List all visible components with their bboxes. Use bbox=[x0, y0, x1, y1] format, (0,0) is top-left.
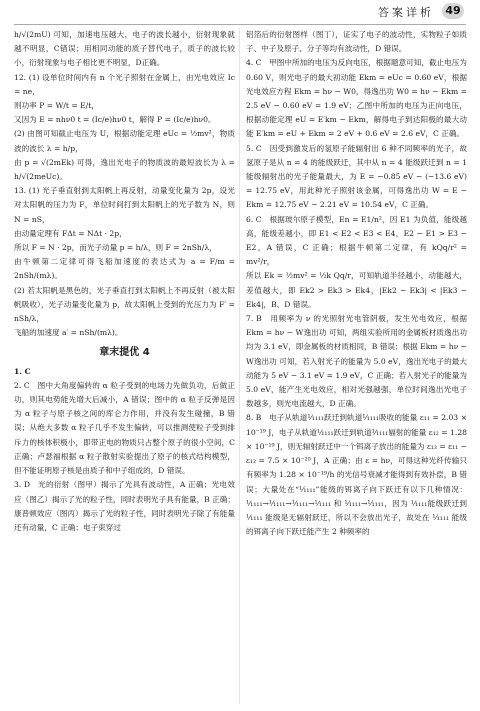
paragraph: 1. C bbox=[14, 366, 31, 376]
paragraph: 又因为 E = nhν0 t = (Ic/e)hν0 t，解得 P = (Ic/e)hν0。 bbox=[14, 115, 216, 125]
paragraph: 2. C 图中大角度偏转的 α 粒子受到的电场力先做负功，后做正功，则其电势能先增大后减小，A 错误；图中的 α 粒子反弹是因为 α 粒子与原子核之间的库仑力作用，并没有发生碰撞，B 错误；从绝大多数 α 粒子几乎不发生偏转，可以推测使粒子受到排斥力的核体积极小，即带正电的物质只占整个原子的很小空间，C 正确；卢瑟福根据 α 粒子散射实验提出了原子的核式结构模型，但不能证明原子核是由质子和中子组成的，D 错误。 bbox=[14, 380, 235, 476]
header-title: 答案详析 bbox=[378, 6, 434, 19]
paragraph: 13. (1) 光子垂直射到太阳帆上再反射，动量变化量为 2p，设光对太阳帆的压力为 F，单位时间打到太阳帆上的光子数为 N，则 N = nS， bbox=[14, 186, 235, 224]
header-rule bbox=[14, 24, 466, 25]
paragraph: 6. C 根据玻尔原子模型，En = E1/n²，因 E1 为负值，能级越高，能级差越小，即 E1 < E2 < E3 < E4，E2 − E1 > E3 − E2，A 错误，C 正确；根据牛顿第二定律，有 kQq/r² = mv²/r， bbox=[246, 214, 467, 267]
left-column bbox=[14, 28, 235, 706]
paragraph: 则功率 P = W/t = E/t， bbox=[14, 101, 99, 111]
paragraph: 由 p = √(2mEk) 可得，逸出光电子的物质波的最短波长为 λ = h/√(2meUc)。 bbox=[14, 157, 235, 182]
paragraph: 3. D 光的衍射（图甲）揭示了光具有波动性，A 正确；光电效应（图乙）揭示了光的粒子性，同时表明光子具有能量，B 正确；康普顿效应（图丙）揭示了光的粒子性，同时表明光子除了有能量还有动量，C 正确；电子束穿过 bbox=[14, 480, 235, 532]
section-heading: 章末提优 4 bbox=[99, 347, 150, 359]
paragraph: (2) 若太阳帆是黑色的，光子垂直打到太阳帆上不再反射（被太阳帆吸收），光子动量变化量为 p，故太阳帆上受到的光压力为 F′ = nSh/λ， bbox=[14, 285, 235, 324]
paragraph: 8. B 电子从轨道¹⁄₁₁₁₁跃迁到轨道¹⁄₁₁₁₁吸收的能量 ε₁₁ = 2.03 × 10⁻¹⁹ J，电子从轨道¹⁄₁₁₁₁跃迁到轨道¹⁄₁₁₁₁辐射的能量 ε₁₂ = 1.28 × 10⁻¹⁹ J，则无辐射跃迁中一个铒离子放出的能量为 ε₁₃ = ε₁₁ − ε₁₂ = 7.5 × 10⁻²⁰ J，A 正确；由 ε = hν，可得这种光纤传输只有频率为 1.28 × 10⁻¹⁹/h 的光信号衰减才能得到有效补偿，B 错误；大量处在“¹⁄₁₁₁₁”能级的铒离子向下跃迁有以下几种情况：¹⁄₁₁₁₁→¹⁄₁₁₁₁→¹⁄₁₁₁₁→¹⁄₁₁₁₁ 和 ¹⁄₁₁₁₁→¹⁄₁₁₁₁，因为 ¹⁄₁₁₁₁能级跃迁到 ¹⁄₁₁₁₁ 能级是无辐射跃迁，所以不会放出光子，故处在 ¹⁄₁₁₁₁ 能级的铒离子向下跃迁能产生 2 种频率的 bbox=[246, 413, 467, 537]
column-divider bbox=[239, 28, 240, 704]
right-column bbox=[246, 28, 467, 706]
paragraph: 12. (1) 设单位时间内有 n 个光子照射在金属上，由光电效应 Ic = ne， bbox=[14, 72, 235, 96]
paragraph: 飞船的加速度 a′ = nSh/(mλ)。 bbox=[14, 328, 123, 338]
paragraph: 所以 Ek = ½mv² = ½k Qq/r，可知轨道半径越小，动能越大，差值越大，即 Ek2 > Ek3 > Ek4，|Ek2 − Ek3| < |Ek3 − Ek4|，B、D 错误。 bbox=[246, 271, 467, 309]
paragraph: 由牛顿第二定律可得飞船加速度的表达式为 a = F/m = 2nSh/(mλ)。 bbox=[14, 257, 235, 281]
paragraph: 所以 F = N · 2p，而光子动量 p = h/λ，则 F = 2nSh/λ， bbox=[14, 243, 217, 253]
paragraph: 7. B 用频率为 ν 的光照射光电管阴极，发生光电效应，根据 Ekm = hν − W逸出功 可知，两组实验所用的金属板材质逸出功均为 3.1 eV，即金属板的材质相同，B 错误；根据 Ekm = hν − W逸出功 可知，若入射光子的能量为 5.0 eV，逸出光电子的最大动能为 5 eV − 3.1 eV = 1.9 eV，C 正确；若入射光子的能量为 5.0 eV，能产生光电效应，相对光强越强，单位时间逸出光电子数越多，则光电流越大，D 正确。 bbox=[246, 314, 467, 409]
paragraph: 铝箔后的衍射图样（图丁），证实了电子的波动性，实物粒子如质子、中子及原子、分子等均有波动性，D 错误。 bbox=[246, 30, 467, 54]
paragraph: (2) 由图可知截止电压为 U，根据动能定理 eUc = ½mv²，物质波的波长 λ = h/p， bbox=[14, 129, 235, 153]
page-number: 49 bbox=[442, 3, 464, 19]
paragraph: 4. C 甲图中所加的电压为反向电压，根据题意可知，截止电压为 0.60 V，则光电子的最大初动能 Ekm = eUc = 0.60 eV，根据光电效应方程 Ekm = hν − W0，得逸出功 W0 = hν − Ekm = 2.5 eV − 0.60 eV = 1.9 eV；乙图中所加的电压为正向电压，根据动能定理 eU = E′km − Ekm，解得电子到达阳极的最大动能 E′km = eU + Ekm = 2 eV + 0.6 eV = 2.6 eV，C 正确。 bbox=[246, 58, 467, 139]
paragraph: 由动量定理有 FΔt = NΔt · 2p， bbox=[14, 228, 127, 238]
paragraph: h/√(2mU) 可知，加速电压越大，电子的波长越小，衍射现象就越不明显，C错误；用相同动能的质子替代电子，质子的波长较小，衍射现象与电子相比更不明显，D正确。 bbox=[14, 30, 235, 68]
page-header bbox=[0, 0, 480, 24]
paragraph: 5. C 因受到激发后的氢原子能辐射出 6 种不同频率的光子，故氢原子是从 n = 4 的能级跃迁，其中从 n = 4 能级跃迁到 n = 1 能级辐射出的光子能量最大，为 E = −0.85 eV − (−13.6 eV) = 12.75 eV，用此种光子照射该金属，可得逸出功 W = E − Ekm = 12.75 eV − 2.21 eV = 10.54 eV，C 正确。 bbox=[246, 143, 467, 210]
